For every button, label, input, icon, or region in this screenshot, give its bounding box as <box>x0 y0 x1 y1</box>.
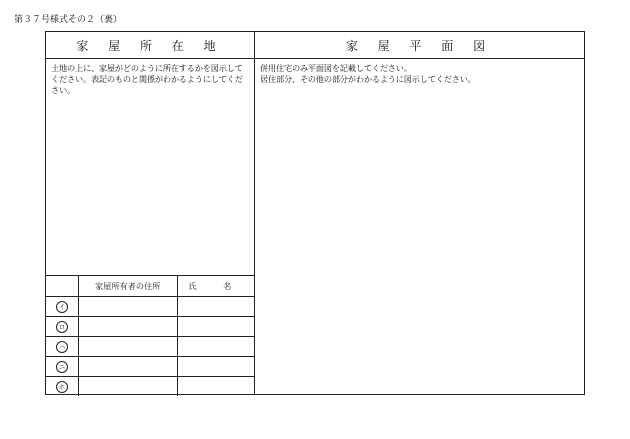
house-location-panel <box>46 32 255 394</box>
owner-table-header-row <box>46 276 254 297</box>
owner-name-cell[interactable] <box>177 317 254 337</box>
floor-plan-instructions <box>255 59 584 85</box>
owner-address-cell[interactable] <box>78 337 177 357</box>
owner-address-cell[interactable] <box>78 317 177 337</box>
floor-plan-title: 家 屋 平 面 図 <box>255 32 584 59</box>
owner-address-cell[interactable] <box>78 377 177 397</box>
row-mark-ho: ホ <box>56 381 68 393</box>
owner-table-mark-header <box>46 276 78 297</box>
instruction-line: 併用住宅のみ平面図を記載してください。 <box>260 63 412 73</box>
owner-table <box>46 275 254 396</box>
owner-address-cell[interactable] <box>78 297 177 317</box>
table-row <box>46 357 254 377</box>
owner-address-header: 家屋所有者の住所 <box>78 276 177 297</box>
instruction-line: ください。表記のものと関係がわかるようにしてくだ <box>51 74 243 84</box>
row-mark-ro: ロ <box>56 321 68 333</box>
owner-address-cell[interactable] <box>78 357 177 377</box>
house-location-instructions <box>46 59 254 96</box>
table-row <box>46 297 254 317</box>
table-row <box>46 317 254 337</box>
instruction-line: さい。 <box>51 85 75 95</box>
owner-name-cell[interactable] <box>177 357 254 377</box>
row-mark-ni: ニ <box>56 361 68 373</box>
form-code: 第３７号様式その２（裏） <box>14 15 123 25</box>
row-mark-ha: ハ <box>56 341 68 353</box>
owner-name-cell[interactable] <box>177 297 254 317</box>
instruction-line: 土地の上に、家屋がどのように所在するかを図示して <box>51 63 243 73</box>
form-frame <box>45 31 585 395</box>
instruction-line: 居住部分、その他の部分がわかるように図示してください。 <box>260 74 476 84</box>
table-row <box>46 377 254 397</box>
house-location-title: 家 屋 所 在 地 <box>46 32 254 59</box>
owner-name-cell[interactable] <box>177 377 254 397</box>
owner-name-header: 氏 名 <box>177 276 254 297</box>
table-row <box>46 337 254 357</box>
row-mark-i: イ <box>56 301 68 313</box>
floor-plan-panel <box>255 32 584 394</box>
owner-name-cell[interactable] <box>177 337 254 357</box>
